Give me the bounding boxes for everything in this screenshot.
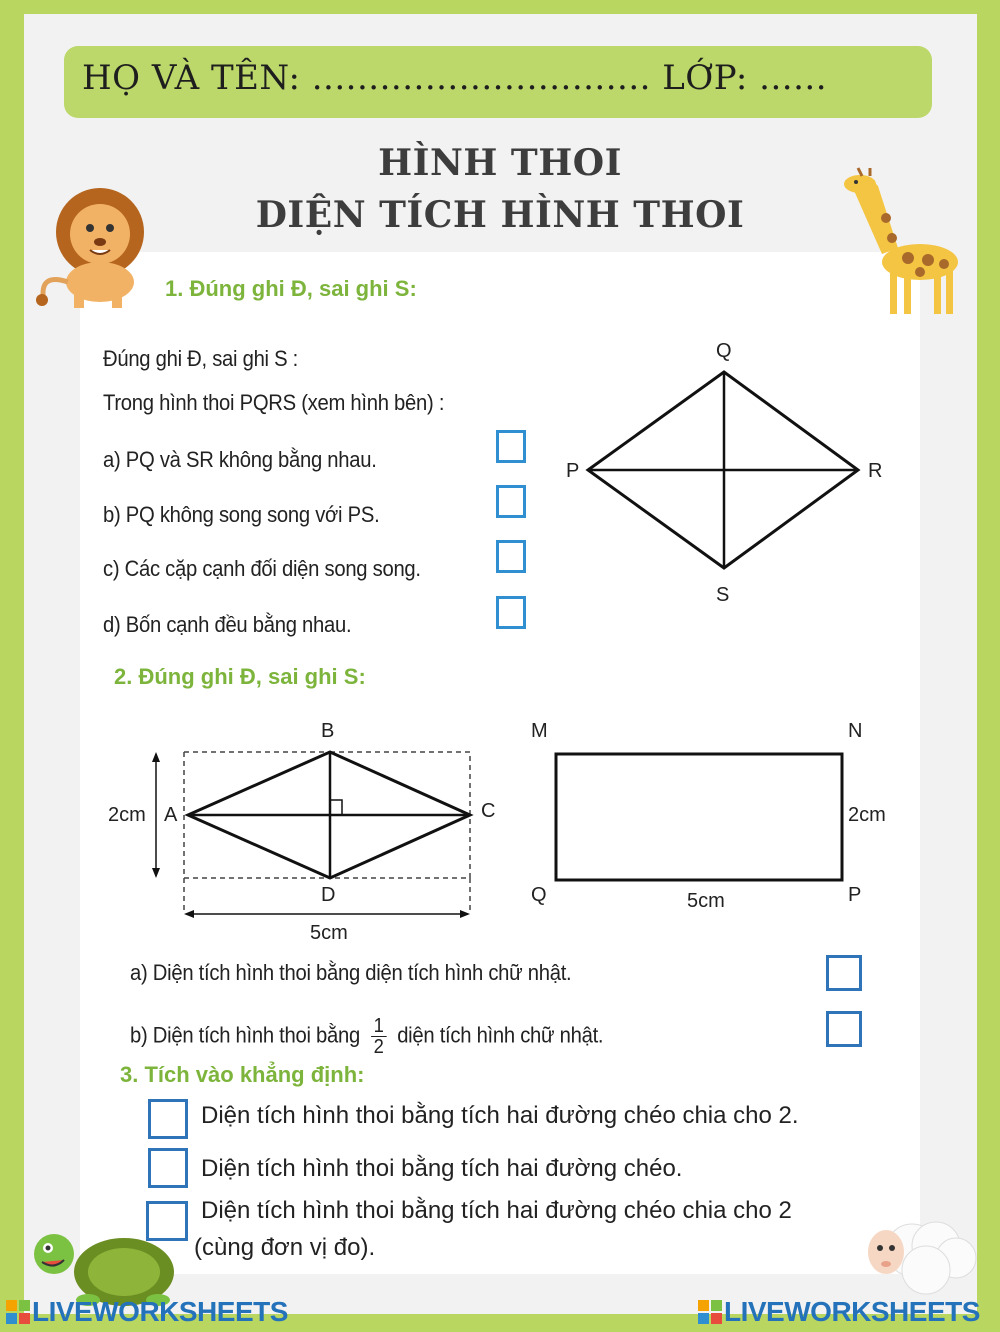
section1-item-b: b) PQ không song song với PS.: [103, 502, 380, 527]
answer-box-2a[interactable]: [826, 955, 862, 991]
section3-option-1: Diện tích hình thoi bằng tích hai đường chéo chia cho 2.: [201, 1102, 799, 1129]
label-q: Q: [716, 340, 732, 362]
rhombus-height-label: 2cm: [108, 804, 146, 826]
section3-heading: 3. Tích vào khẳng định:: [120, 1062, 365, 1087]
rectangle-height-label: 2cm: [848, 804, 886, 826]
section1-item-c: c) Các cặp cạnh đối diện song song.: [103, 556, 421, 581]
student-info-label: HỌ VÀ TÊN: .............................. LỚP: ......: [82, 58, 827, 98]
label-n: N: [848, 720, 863, 742]
label-c: C: [481, 800, 496, 822]
section3-option-3: Diện tích hình thoi bằng tích hai đường chéo chia cho 2: [201, 1197, 792, 1224]
answer-box-1d[interactable]: [496, 596, 526, 629]
tick-box-option-1[interactable]: [148, 1099, 188, 1139]
section2-item-b-prefix: b) Diện tích hình thoi bằng: [130, 1022, 360, 1048]
label-rect-q: Q: [531, 884, 547, 906]
liveworksheets-logo-right: [698, 1296, 980, 1328]
rhombus-abcd-figure: [148, 740, 488, 930]
liveworksheets-mark-icon: [6, 1300, 30, 1324]
fraction-one-half: [371, 1016, 386, 1057]
section1-heading: 1. Đúng ghi Đ, sai ghi S:: [165, 276, 417, 301]
section1-item-a: a) PQ và SR không bằng nhau.: [103, 447, 377, 472]
lion-illustration: [30, 182, 150, 317]
answer-box-1c[interactable]: [496, 540, 526, 573]
answer-box-2b[interactable]: [826, 1011, 862, 1047]
fraction-denominator: 2: [373, 1036, 384, 1058]
sheep-illustration: [852, 1210, 982, 1310]
page-title-line1: HÌNH THOI: [378, 142, 622, 184]
rhombus-width-label: 5cm: [310, 922, 348, 944]
label-b: B: [321, 720, 335, 742]
section2-item-a: a) Diện tích hình thoi bằng diện tích hình chữ nhật.: [130, 960, 572, 985]
rectangle-width-label: 5cm: [687, 890, 725, 912]
label-p: P: [566, 460, 580, 482]
label-d: D: [321, 884, 336, 906]
liveworksheets-logo-left: [6, 1296, 288, 1328]
fraction-numerator: 1: [371, 1016, 386, 1037]
section3-option-2: Diện tích hình thoi bằng tích hai đường chéo.: [201, 1155, 683, 1182]
tick-box-option-2[interactable]: [148, 1148, 188, 1188]
rhombus-pqrs-figure: [560, 340, 900, 610]
giraffe-illustration: [838, 168, 963, 318]
label-a: A: [164, 804, 178, 826]
liveworksheets-mark-icon: [698, 1300, 722, 1324]
logo-right-text: LIVEWORKSHEETS: [724, 1296, 980, 1327]
section1-intro-2: Trong hình thoi PQRS (xem hình bên) :: [103, 390, 445, 415]
label-s: S: [716, 584, 730, 606]
answer-box-1a[interactable]: [496, 430, 526, 463]
section3-option-3-line2: (cùng đơn vị đo).: [194, 1234, 376, 1261]
label-r: R: [868, 460, 883, 482]
section1-intro: Đúng ghi Đ, sai ghi S :: [103, 346, 299, 371]
answer-box-1b[interactable]: [496, 485, 526, 518]
turtle-illustration: [28, 1226, 188, 1306]
label-rect-p: P: [848, 884, 862, 906]
logo-left-text: LIVEWORKSHEETS: [32, 1296, 288, 1327]
rectangle-mnpq-figure: [552, 750, 848, 884]
section2-item-b-suffix: diện tích hình chữ nhật.: [397, 1022, 604, 1048]
section2-heading: 2. Đúng ghi Đ, sai ghi S:: [114, 664, 366, 689]
label-m: M: [531, 720, 548, 742]
section2-item-b: [130, 1016, 603, 1057]
page-title-line2: DIỆN TÍCH HÌNH THOI: [255, 194, 745, 236]
section1-item-d: d) Bốn cạnh đều bằng nhau.: [103, 612, 352, 637]
